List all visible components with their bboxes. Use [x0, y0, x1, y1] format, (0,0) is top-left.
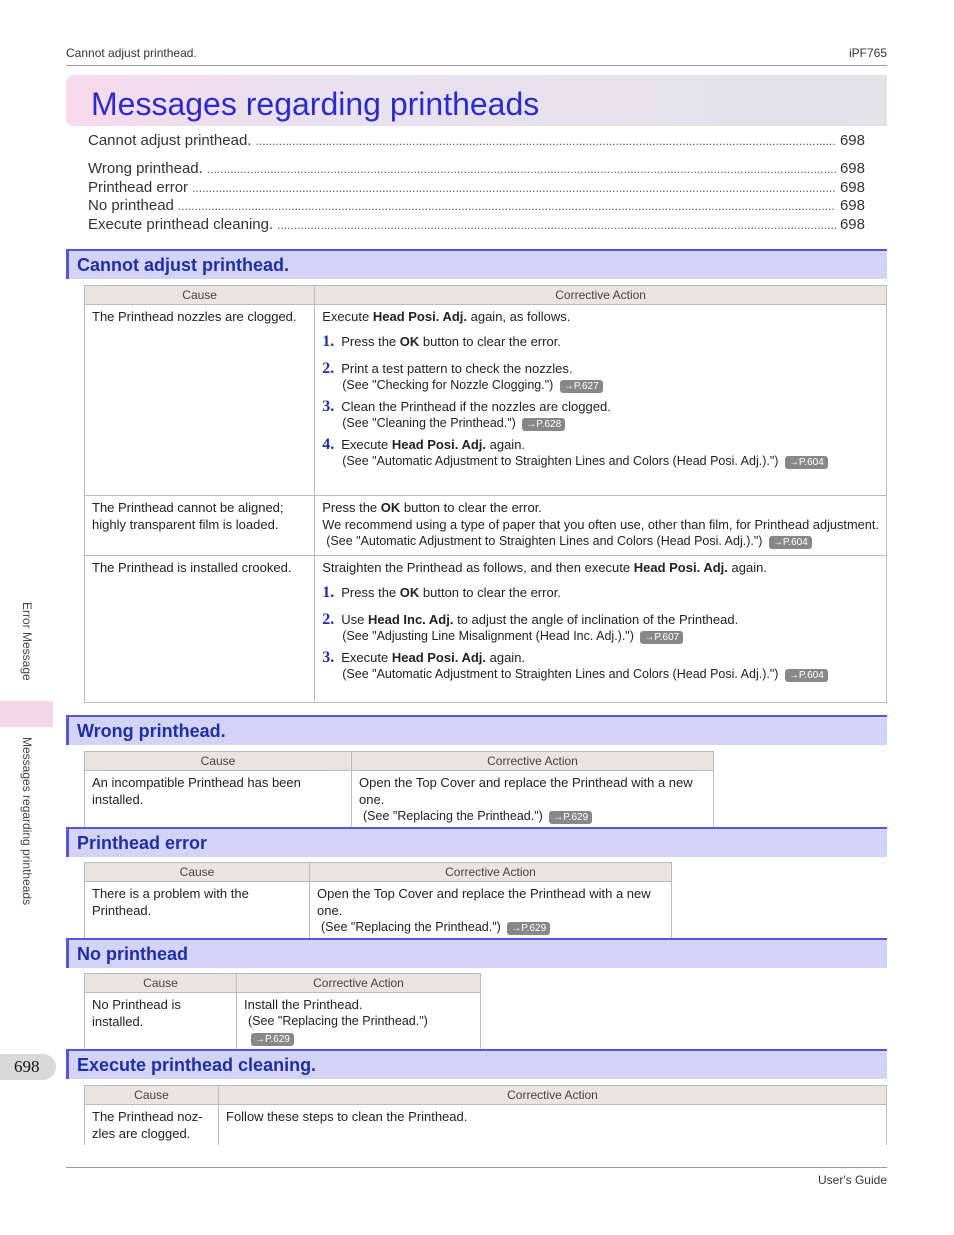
header-divider [66, 65, 887, 66]
toc-entry[interactable] [88, 216, 865, 233]
toc-page: 698 [839, 197, 865, 214]
running-header-model: iPF765 [848, 46, 887, 60]
printhead-error-table [84, 862, 672, 940]
section-heading-execute-cleaning: Execute printhead cleaning. [66, 1049, 887, 1079]
column-header-action: Corrective Action [352, 752, 714, 771]
action-cell: Execute Head Posi. Adj. again, as follows. 1. Press the OK button to clear the error. 2. Print a test pattern to check the nozzles. (See "Checking for Nozzle Clogging.") →P.627 3. Clean the Printhead if the nozzles are clogged. (See "Cleaning the Printhead.") →P.628 4. Execute Head Posi. Adj. again. (See "Automatic Adjustment to Straighten Lines and Colors (Head Posi. Adj.).") →P.604 [315, 305, 887, 496]
column-header-cause: Cause [85, 974, 237, 993]
toc-page: 698 [839, 216, 865, 233]
page-reference-link[interactable]: →P.628 [522, 418, 565, 431]
sidebar-label: Error Message [20, 602, 34, 681]
footer-divider [66, 1167, 887, 1168]
cause-cell: The Printhead noz- zles are clogged. [85, 1105, 219, 1146]
table-row [85, 993, 481, 1051]
table-row [85, 496, 887, 556]
page-reference-link[interactable]: →P.604 [769, 536, 812, 549]
step-item: 3. Clean the Printhead if the nozzles are clogged. (See "Cleaning the Printhead.") →P.628 [322, 398, 611, 430]
page-reference-link[interactable]: →P.629 [507, 922, 550, 935]
step-item: 3. Execute Head Posi. Adj. again. (See "Automatic Adjustment to Straighten Lines and Colors (Head Posi. Adj.).") →P.604 [322, 649, 879, 683]
action-cell: Open the Top Cover and replace the Printhead with a new one. (See "Replacing the Printhead.") →P.629 [310, 882, 672, 940]
toc-page: 698 [839, 160, 865, 177]
column-header-cause: Cause [85, 752, 352, 771]
toc-entry[interactable] [88, 197, 865, 214]
page-reference-link[interactable]: →P.629 [549, 811, 592, 824]
sidebar-tab-printheads[interactable] [0, 735, 53, 930]
page-reference-link[interactable]: →P.607 [640, 631, 683, 644]
column-header-cause: Cause [85, 286, 315, 305]
toc-entry[interactable] [88, 160, 865, 177]
toc-entry[interactable] [88, 132, 865, 149]
table-row [85, 882, 672, 940]
toc-page: 698 [839, 132, 865, 149]
section-heading-printhead-error: Printhead error [66, 827, 887, 857]
page-reference-link[interactable]: →P.629 [251, 1033, 294, 1046]
action-cell: Press the OK button to clear the error. We recommend using a type of paper that you often use, other than film, for Printhead adjustment. (See "Automatic Adjustment to Straighten Lines and Colors (Head Posi. Adj.).") →P.604 [315, 496, 887, 556]
toc-label: Execute printhead cleaning. [88, 216, 274, 233]
column-header-action: Corrective Action [315, 286, 887, 305]
action-cell: Straighten the Printhead as follows, and then execute Head Posi. Adj. again. 1. Press the OK button to clear the error. 2. Use Head Inc. Adj. to adjust the angle of inclination of the Printhead. (See "Adjusting Line Misalignment (Head Inc. Adj.).") →P.607 3. Execute Head Posi. Adj. again. (See "Automatic Adjustment to Straighten Lines and Colors (Head Posi. Adj.).") →P.604 [315, 556, 887, 703]
page-reference-link[interactable]: →P.604 [785, 456, 828, 469]
no-printhead-table [84, 973, 481, 1051]
step-item: 4. Execute Head Posi. Adj. again. (See "Automatic Adjustment to Straighten Lines and Colors (Head Posi. Adj.).") →P.604 [322, 436, 879, 470]
column-header-cause: Cause [85, 863, 310, 882]
table-row [85, 771, 714, 829]
toc-entry[interactable] [88, 179, 865, 196]
step-item: 1. Press the OK button to clear the error. [322, 584, 561, 601]
table-row [85, 556, 887, 703]
footer-guide-title: User's Guide [818, 1173, 887, 1187]
section-heading-cannot-adjust: Cannot adjust printhead. [66, 249, 887, 279]
cause-cell: The Printhead is installed crooked. [85, 556, 315, 703]
action-cell: Follow these steps to clean the Printhead. [219, 1105, 887, 1146]
table-row [85, 305, 887, 496]
action-cell: Open the Top Cover and replace the Printhead with a new one. (See "Replacing the Printhead.") →P.629 [352, 771, 714, 829]
cause-cell: The Printhead cannot be aligned; highly transparent film is loaded. [85, 496, 315, 556]
cause-cell: An incompatible Printhead has been installed. [85, 771, 352, 829]
action-cell: Install the Printhead. (See "Replacing the Printhead.") →P.629 [237, 993, 481, 1051]
section-heading-wrong-printhead: Wrong printhead. [66, 715, 887, 745]
table-row [85, 1105, 887, 1146]
cause-cell: There is a problem with the Printhead. [85, 882, 310, 940]
sidebar-tab-error-message[interactable] [0, 600, 53, 695]
cause-cell: No Printhead is installed. [85, 993, 237, 1051]
toc-label: Wrong printhead. [88, 160, 203, 177]
running-header-section: Cannot adjust printhead. [66, 46, 197, 60]
toc-page: 698 [839, 179, 865, 196]
page-number: 698 [14, 1057, 40, 1076]
toc-label: Cannot adjust printhead. [88, 132, 252, 149]
column-header-action: Corrective Action [219, 1086, 887, 1105]
section-heading-no-printhead: No printhead [66, 938, 887, 968]
cannot-adjust-table [84, 285, 887, 703]
cause-cell: The Printhead nozzles are clogged. [85, 305, 315, 496]
column-header-action: Corrective Action [310, 863, 672, 882]
page-reference-link[interactable]: →P.627 [560, 380, 603, 393]
column-header-action: Corrective Action [237, 974, 481, 993]
step-item: 2. Print a test pattern to check the nozzles. (See "Checking for Nozzle Clogging.") →P.627 [322, 360, 879, 394]
sidebar-label: Messages regarding printheads [20, 737, 34, 906]
column-header-cause: Cause [85, 1086, 219, 1105]
page-title: Messages regarding printheads [91, 86, 540, 122]
toc-label: No printhead [88, 197, 174, 214]
execute-cleaning-table [84, 1085, 887, 1145]
page-reference-link[interactable]: →P.604 [785, 669, 828, 682]
step-item: 2. Use Head Inc. Adj. to adjust the angle of inclination of the Printhead. (See "Adjusting Line Misalignment (Head Inc. Adj.).") →P.607 [322, 611, 739, 643]
sidebar-active-marker [0, 701, 53, 727]
toc-label: Printhead error [88, 179, 189, 196]
wrong-printhead-table [84, 751, 714, 829]
step-item: 1. Press the OK button to clear the error. [322, 333, 561, 350]
